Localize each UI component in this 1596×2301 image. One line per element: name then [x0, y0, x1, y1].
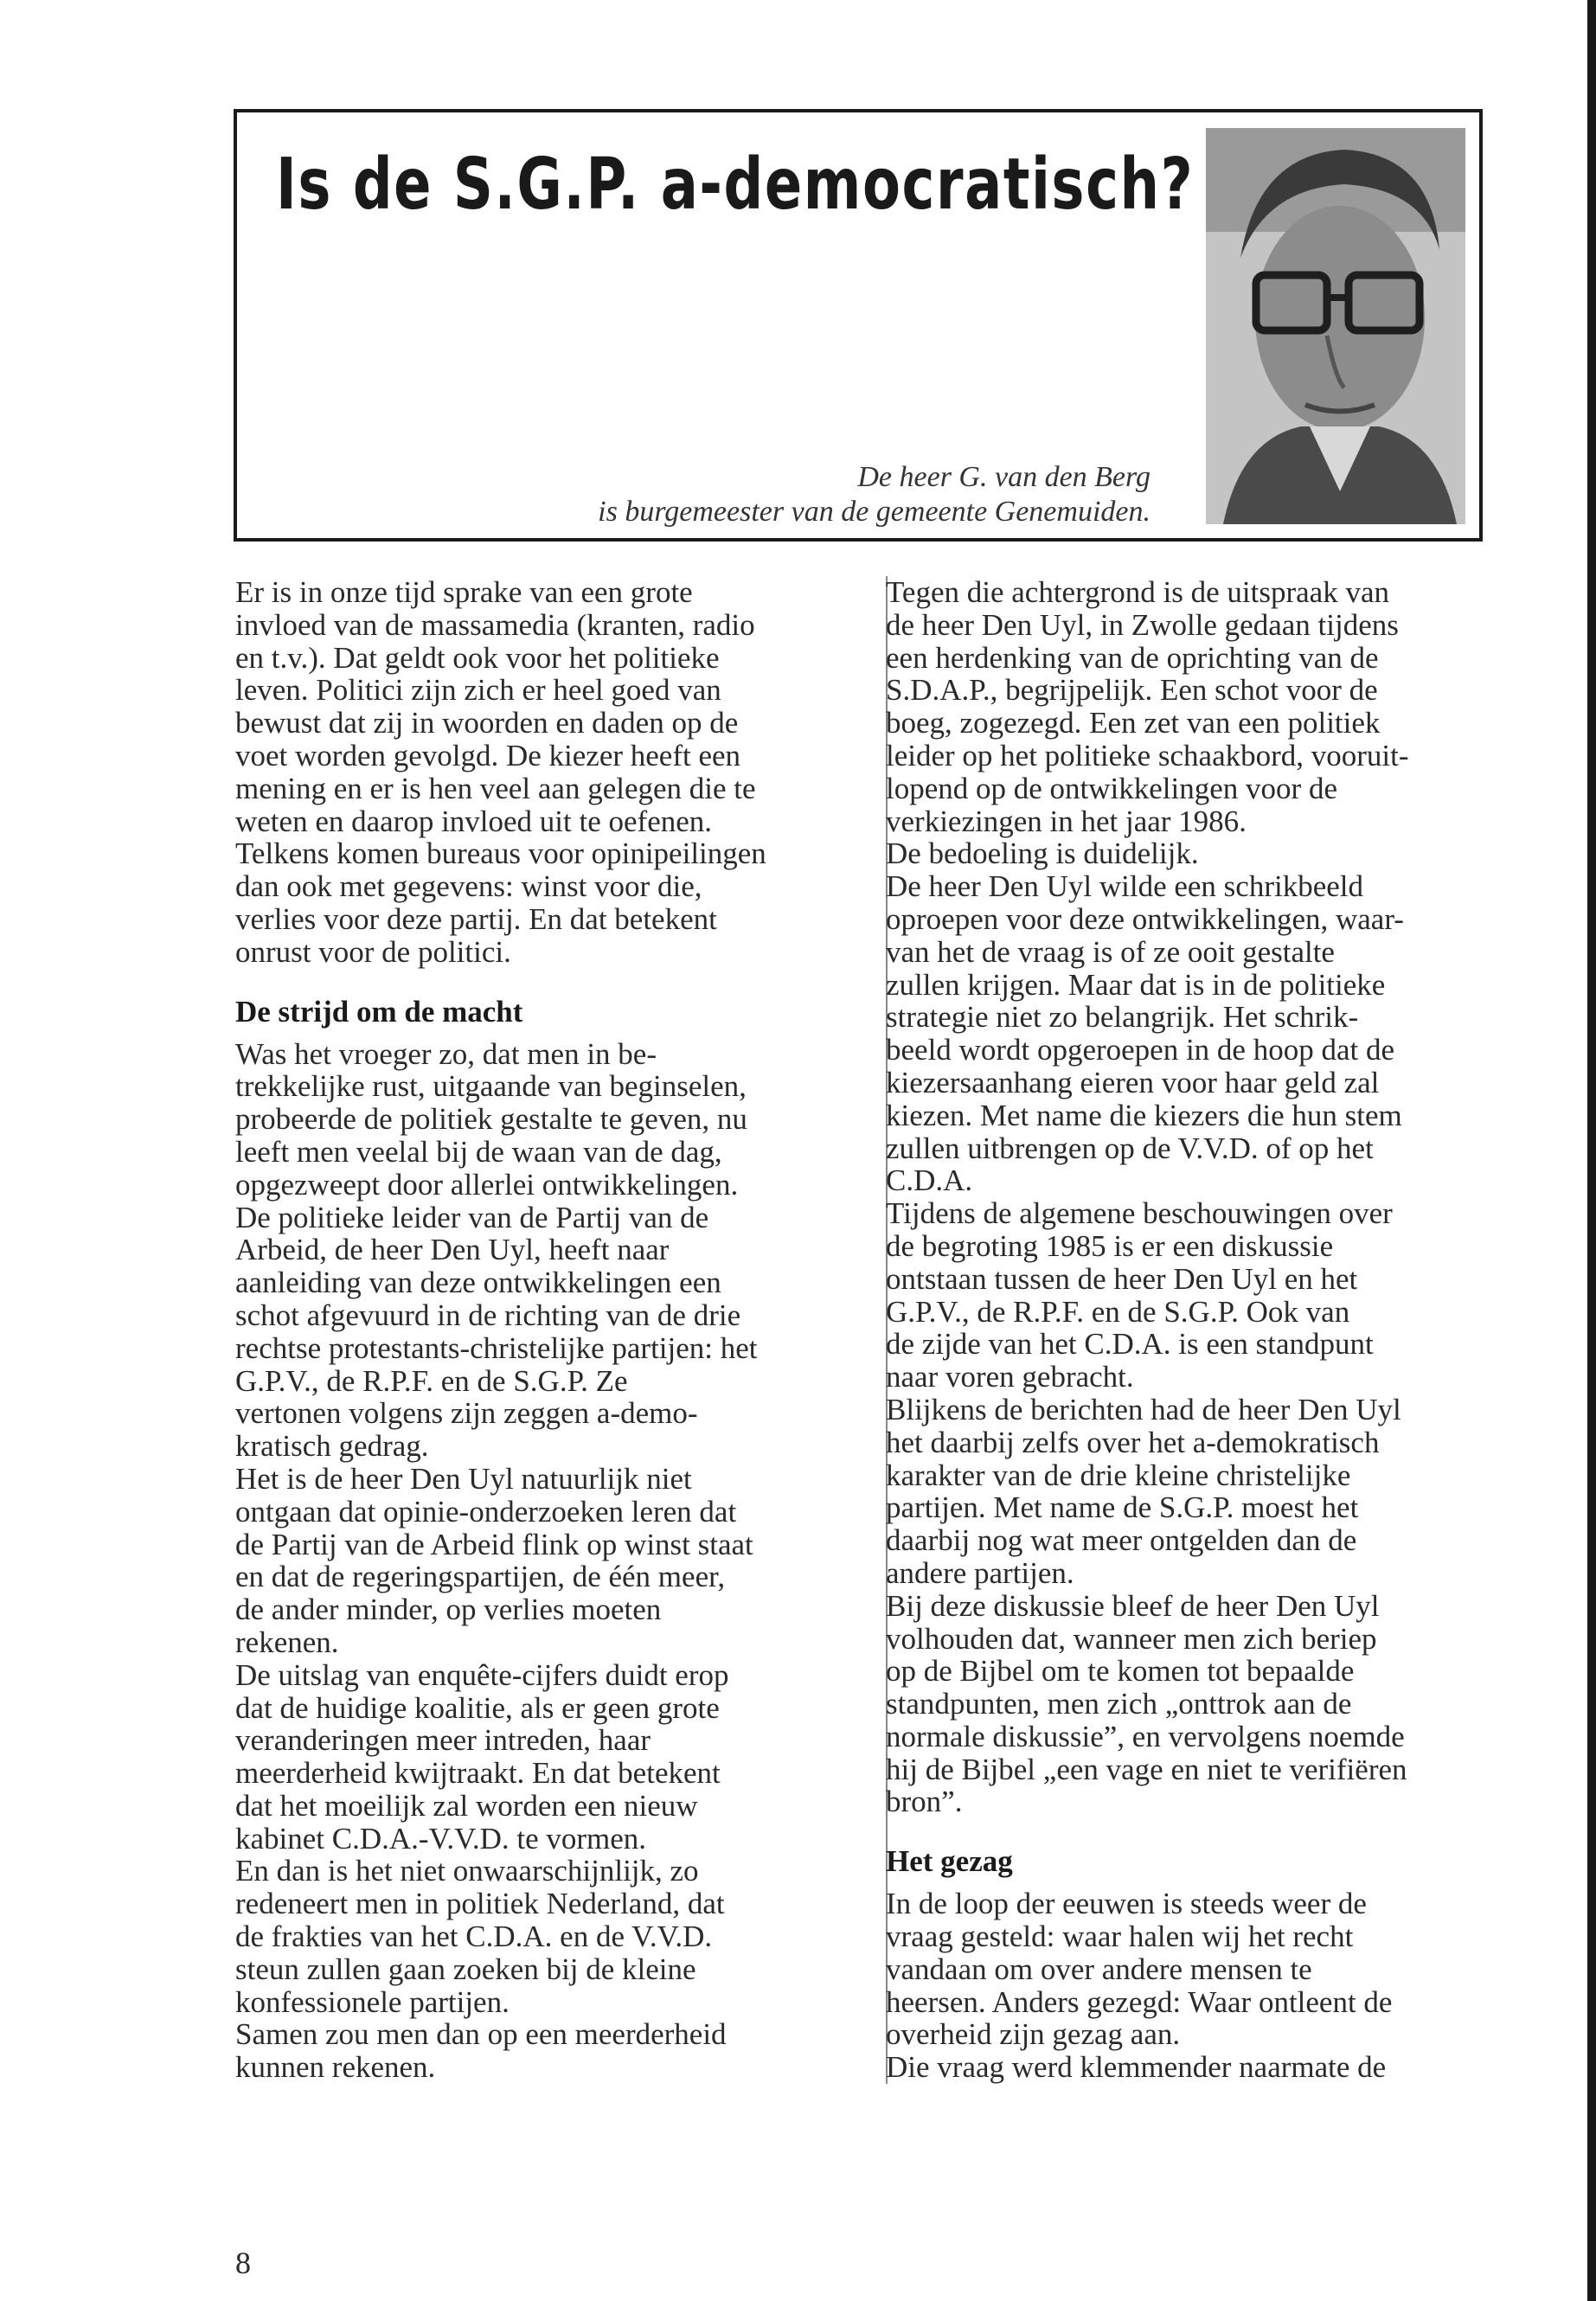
photo-caption — [598, 460, 1151, 529]
article-header — [234, 109, 1483, 542]
section-heading-gezag: Het gezag — [886, 1844, 1013, 1879]
right-paragraph-gezag: In de loop der eeuwen is steeds weer de vraag gesteld: waar halen wij het recht vandaan om over andere mensen te heersen. Anders gezegd: Waar ontleent de overheid zijn gezag aan. Die vraag werd klemmender naarmate de — [886, 1887, 1393, 2085]
page-edge — [1587, 0, 1596, 2301]
page-number: 8 — [235, 2246, 251, 2280]
portrait-icon — [1206, 128, 1465, 524]
section-heading-strijd: De strijd om de macht — [235, 994, 523, 1029]
left-paragraph-strijd: Was het vroeger zo, dat men in be- trekkelijke rust, uitgaande van beginselen, probeerde de politiek gestalte te geven, nu leeft men veelal bij de waan van de dag, opgezweept door allerlei ontwikkelingen. De politieke leider van de Partij van de Arbeid, de heer Den Uyl, heeft naar aanleiding van deze ontwikkelingen een schot afgevuurd in de richting van de drie rechtse protestants-christelijke partijen: het G.P.V., de R.P.F. en de S.G.P. Ze vertonen volgens zijn zeggen a-demo- kratisch gedrag. Het is de heer Den Uyl natuurlijk niet ontgaan dat opinie-onderzoeken leren dat de Partij van de Arbeid flink op winst staat en dat de regeringspartijen, de één meer, de ander minder, op verlies moeten rekenen. De uitslag van enquête-cijfers duidt erop dat de huidige koalitie, als er geen grote veranderingen meer intreden, haar meerderheid kwijtraakt. En dat betekent dat het moeilijk zal worden een nieuw kabinet C.D.A.-V.V.D. te vormen. En dan is het niet onwaarschijnlijk, zo redeneert men in politiek Nederland, dat de frakties van het C.D.A. en de V.V.D. steun zullen gaan zoeken bij de kleine konfessionele partijen. Samen zou men dan op een meerderheid kunnen rekenen. — [235, 1036, 758, 2085]
right-paragraph-achtergrond: Tegen die achtergrond is de uitspraak van de heer Den Uyl, in Zwolle gedaan tijdens een herdenking van de oprichting van de S.D.A.P., begrijpelijk. Een schot voor de boeg, zogezegd. Een zet van een politiek leider op het politieke schaakbord, vooruit- lopend op de ontwikkelingen voor de verkiezingen in het jaar 1986. De bedoeling is duidelijk. De heer Den Uyl wilde een schrikbeeld oproepen voor deze ontwikkelingen, waar- van het de vraag is of ze ooit gestalte zullen krijgen. Maar dat is in de politieke strategie niet zo belangrijk. Het schrik- beeld wordt opgeroepen in de hoop dat de kiezersaanhang eieren voor haar geld zal kiezen. Met name die kiezers die hun stem zullen uitbrengen op de V.V.D. of op het C.D.A. Tijdens de algemene beschouwingen over de begroting 1985 is er een diskussie ontstaan tussen de heer Den Uyl en het G.P.V., de R.P.F. en de S.G.P. Ook van de zijde van het C.D.A. is een standpunt naar voren gebracht. Blijkens de berichten had de heer Den Uyl het daarbij zelfs over het a-demokratisch karakter van de drie kleine christelijke partijen. Met name de S.G.P. moest het daarbij nog wat meer ontgelden dan de andere partijen. Bij deze diskussie bleef de heer Den Uyl volhouden dat, wanneer men zich beriep op de Bijbel om te komen tot bepaalde standpunten, men zich „onttrok aan de normale diskussie”, en vervolgens noemde hij de Bijbel „een vage en niet te verifiëren bron”. — [886, 575, 1409, 1819]
left-column — [235, 576, 858, 2084]
caption-name: De heer G. van den Berg — [857, 461, 1151, 493]
right-column — [886, 576, 1493, 2084]
article-title: Is de S.G.P. a-democratisch? — [276, 144, 1195, 226]
portrait-photo — [1206, 128, 1465, 524]
right-column-content — [886, 576, 1493, 2084]
left-paragraph-intro: Er is in onze tijd sprake van een grote invloed van de massamedia (kranten, radio en t.v.). Dat geldt ook voor het politieke leven. Politici zijn zich er heel goed van bewust dat zij in woorden en daden op de voet worden gevolgd. De kiezer heeft een mening en er is hen veel aan gelegen die te weten en daarop invloed uit te oefenen. Telkens komen bureaus voor opinipeilingen dan ook met gegevens: winst voor die, verlies voor deze partij. En dat betekent onrust voor de politici. — [235, 575, 766, 969]
caption-role: is burgemeester van de gemeente Genemuiden. — [598, 496, 1151, 528]
